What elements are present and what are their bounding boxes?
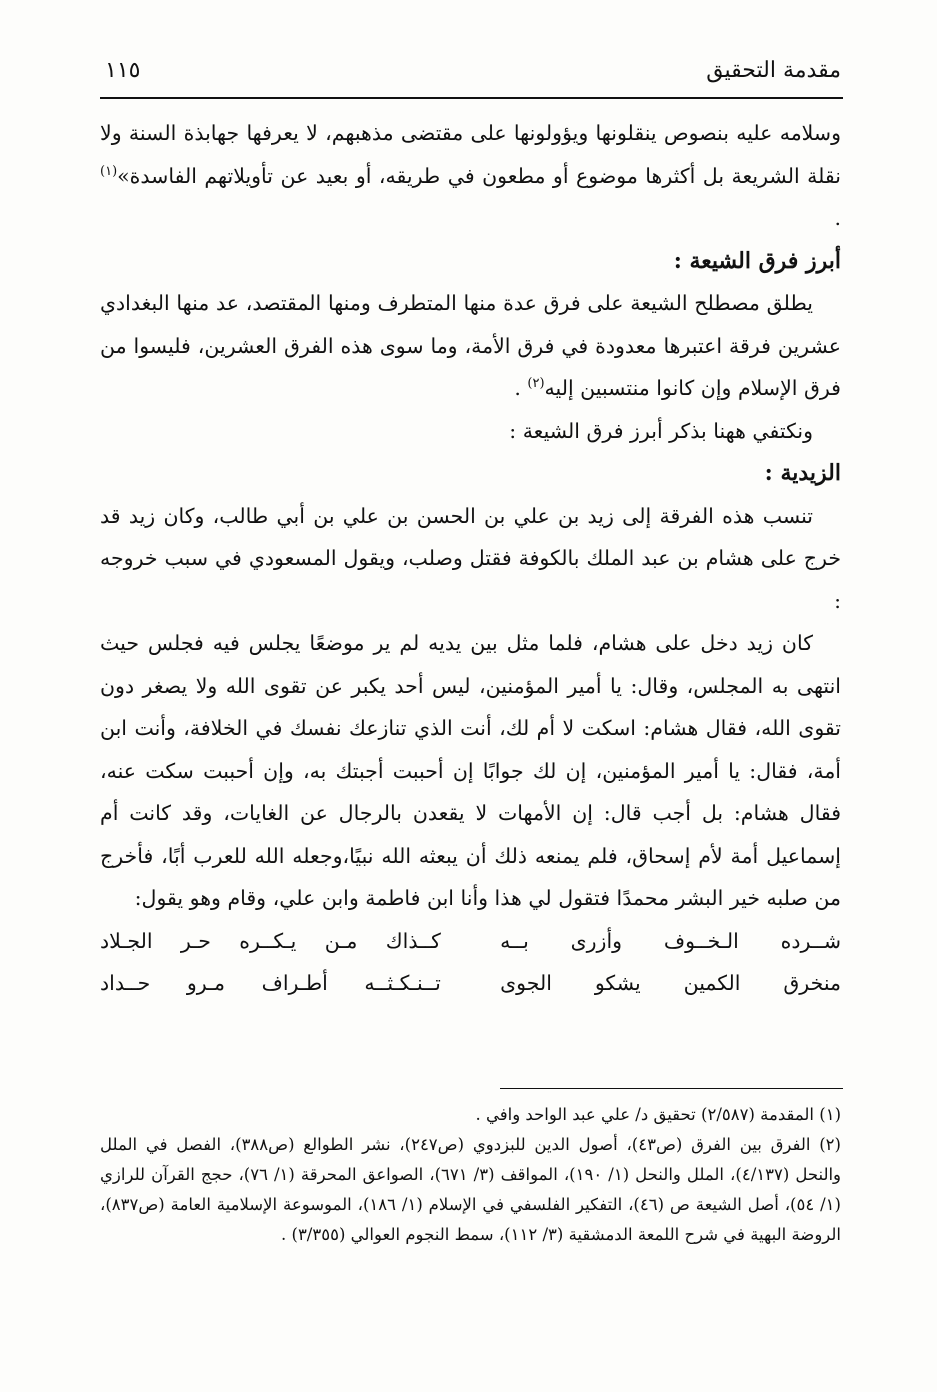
paragraph-2-text: يطلق مصطلح الشيعة على فرق عدة منها المتطرف ومنها المقتصد، عد منها البغدادي عشرين فرقة اعتبرها معدودة في فرق الأمة، وما سوى هذه الفرق العشرين، فليسوا من فرق الإسلام وإن كانوا منتسبين إليه (100, 291, 841, 400)
footnote-ref-2: (٢) (527, 376, 545, 392)
paragraph-2-end: . (514, 376, 528, 400)
paragraph-1-end: . (834, 206, 841, 230)
section-heading-shia-sects: أبرز فرق الشيعة : (673, 247, 841, 274)
footnote-separator (500, 1088, 843, 1089)
footnote-1: (١) المقدمة (٢/٥٨٧) تحقيق د/ علي عبد الواحد وافي . (475, 1105, 841, 1124)
verse-line-1 (100, 920, 841, 963)
page-number: ١١٥ (105, 58, 141, 83)
verse-2-second-hemistich: تــنـكـثــه أطـراف مـرو حــداد (100, 971, 441, 995)
section-heading-zaydiyya: الزيدية : (764, 460, 841, 486)
header-rule (100, 97, 843, 99)
paragraph-1-text: وسلامه عليه بنصوص ينقلونها ويؤولونها على مقتضى مذهبهم، لا يعرفها جهابذة السنة ولا نقلة الشريعة بل أكثرها موضوع أو مطعون في طريقه، أو بعيد عن تأويلاتهم الفاسدة» (100, 121, 841, 188)
paragraph-3: ونكتفي ههنا بذكر أبرز فرق الشيعة : (509, 418, 813, 443)
footnote-2: (٢) الفرق بين الفرق (ص٤٣)، أصول الدين للبزدوي (ص٢٤٧)، نشر الطوالع (ص٣٨٨)، الفصل في الملل والنحل (٤/١٣٧)، الملل والنحل (١/ ١٩٠)، المواقف (٣/ ٦٧١)، الصواعق المحرقة (١/ ٧٦)، حجج القرآن للرازي (١/ ٥٤)، أصل الشيعة ص (٤٦)، التفكير الفلسفي في الإسلام (١/ ١٨٦)، الموسوعة الإسلامية العامة (ص٨٣٧)، الروضة البهية في شرح اللمعة الدمشقية (٣/ ١١٢)، سمط النجوم العوالي (٣/٣٥٥) . (100, 1135, 842, 1244)
paragraph-2 (100, 282, 841, 410)
verse-1-first-hemistich: شــرده الـخــوف وأزرى بــه (500, 928, 841, 953)
paragraph-4: تنسب هذه الفرقة إلى زيد بن علي بن الحسن بن علي بن أبي طالب، وكان زيد قد خرج على هشام بن عبد الملك بالكوفة فقتل وصلب، ويقول المسعودي في سبب خروجه : (100, 503, 841, 613)
verse-line-2 (100, 962, 841, 1005)
footnotes (100, 1100, 841, 1250)
verse-2-first-hemistich: منخرق الكمين يشكو الجوى (500, 971, 841, 995)
verse-1-second-hemistich: كــذاك مـن يـكــره حـر الجـلاد (100, 928, 441, 953)
paragraph-5-quote: كان زيد دخل على هشام، فلما مثل بين يديه لم ير موضعًا يجلس فيه فجلس حيث انتهى به المجلس، وقال: يا أمير المؤمنين، ليس أحد يكبر عن تقوى الله ولا يصغر دون تقوى الله، فقال هشام: اسكت لا أم لك، أنت الذي تنازعك نفسك في الخلافة، وأنت ابن أمة، فقال: يا أمير المؤمنين، إن لك جوابًا إن أحببت أجبتك به، وإن أحببت سكت عنه، فقال هشام: بل أجب قال: إن الأمهات لا يقعدن بالرجال عن الغايات، وقد كانت أم إسماعيل أمة لأم إسحاق، فلم يمنعه ذلك أن يبعثه الله نبيًا،وجعله الله للعرب أبًا، فأخرج من صلبه خير البشر محمدًا فتقول لي هذا وأنا ابن فاطمة وابن علي، وقام وهو يقول: (100, 631, 841, 910)
paragraph-1 (100, 112, 841, 240)
main-text (100, 112, 841, 1005)
footnote-ref-1: (١) (100, 163, 118, 179)
running-title: مقدمة التحقيق (706, 58, 841, 83)
